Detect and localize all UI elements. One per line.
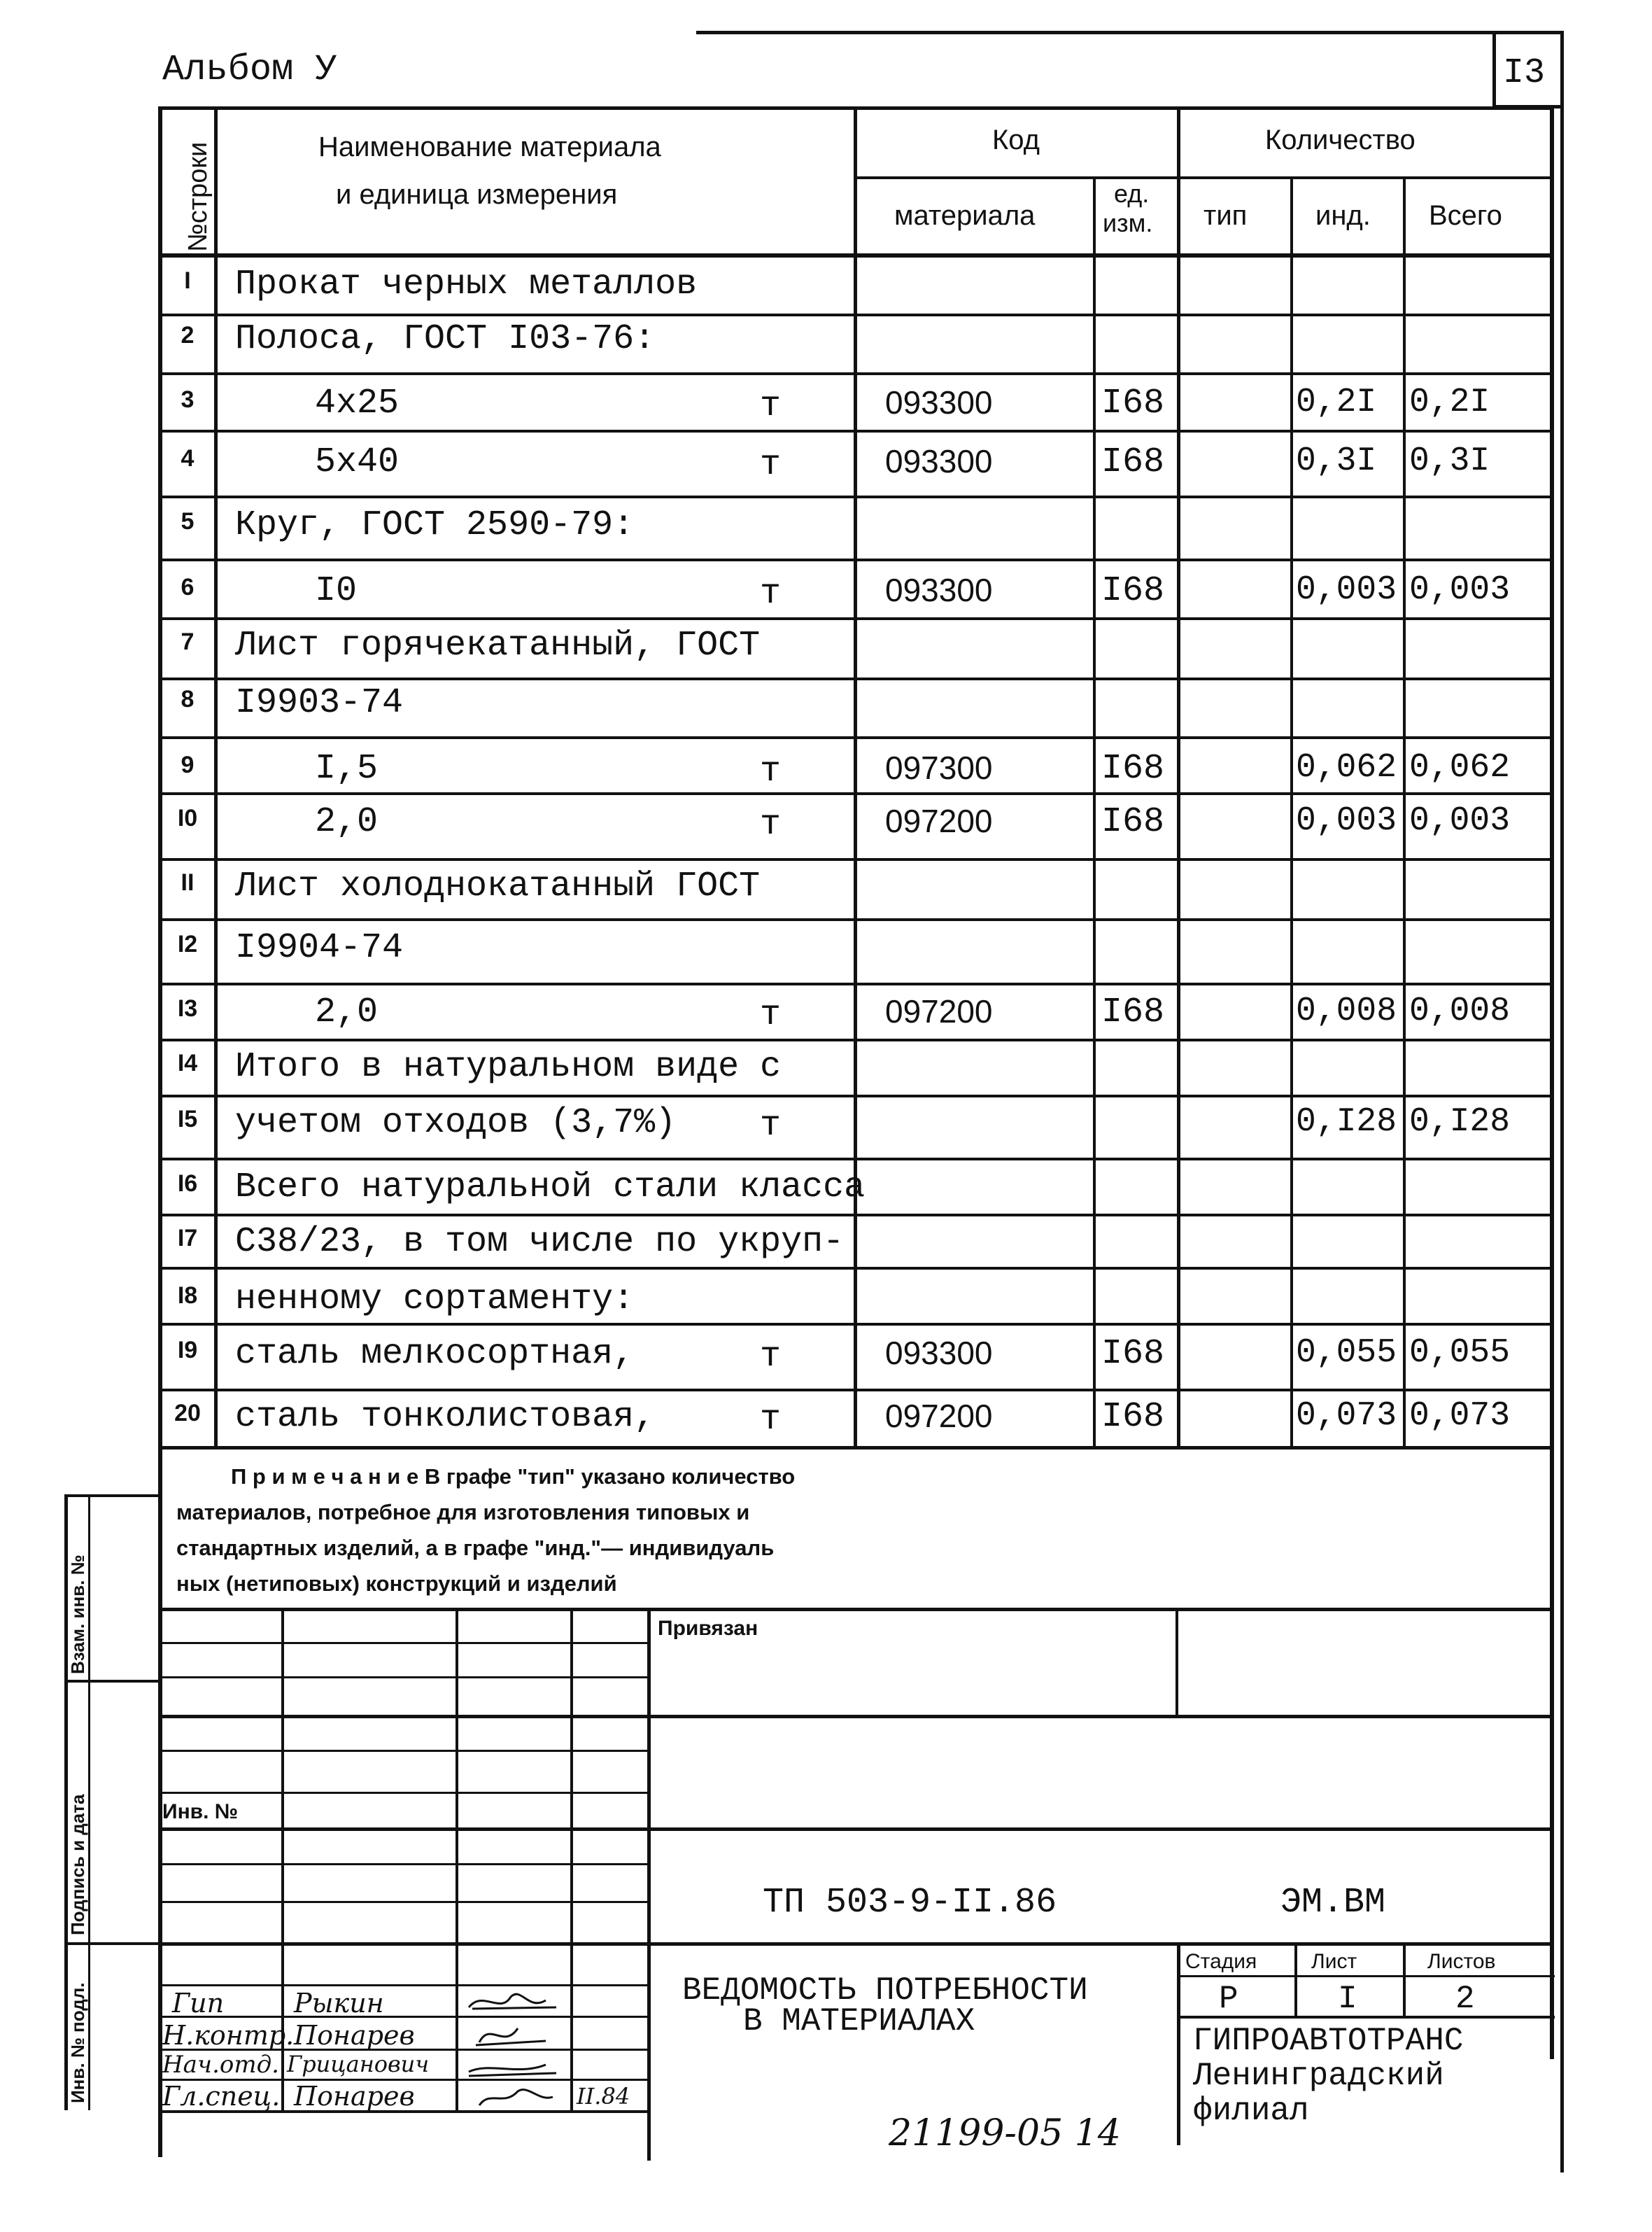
top-rule — [696, 31, 1564, 34]
unit-label: т — [760, 752, 782, 792]
row-separator — [158, 858, 1554, 861]
material-code: 093300 — [885, 1335, 993, 1371]
unit-code: I68 — [1101, 384, 1165, 423]
row-number: I9 — [177, 1337, 198, 1363]
unit-header-line2: изм. — [1103, 209, 1153, 237]
total-header: Всего — [1429, 200, 1502, 231]
name-dept-head: Грицанович — [287, 2051, 430, 2077]
doc-title-line2: В МАТЕРИАЛАХ — [743, 2003, 975, 2040]
privyazan-label: Привязан — [658, 1617, 758, 1640]
row-number: 7 — [181, 629, 195, 655]
qty-individual: 0,I28 — [1296, 1103, 1397, 1141]
row-number: I5 — [177, 1106, 198, 1132]
note-line3: стандартных изделий, а в графе "инд."— индивидуаль — [176, 1536, 775, 1560]
sheet-label: Лист — [1311, 1950, 1357, 1973]
row-number: I0 — [177, 805, 198, 831]
row-number: 5 — [181, 508, 195, 535]
material-name: учетом отходов (3,7%) — [235, 1103, 677, 1143]
material-name: 4x25 — [315, 384, 400, 423]
material-name: Полоса, ГОСТ I03-76: — [235, 319, 656, 359]
material-name: сталь тонколистовая, — [235, 1397, 656, 1437]
doc-code: ТП 503-9-II.86 — [763, 1883, 1057, 1923]
unit-code: I68 — [1101, 749, 1165, 789]
row-number: I4 — [177, 1050, 198, 1076]
name-chief-specialist: Понарев — [294, 2081, 415, 2112]
sign-date: II.84 — [577, 2083, 630, 2110]
role-gip: Гип — [172, 1988, 225, 2019]
row-number: 8 — [181, 686, 195, 713]
row-number: I6 — [177, 1170, 198, 1197]
side-label-signature: Подпись и дата — [67, 1794, 88, 1935]
unit-code: I68 — [1101, 442, 1165, 482]
material-name: Итого в натуральном виде с — [235, 1047, 782, 1087]
unit-label: т — [760, 445, 782, 485]
row-number: I — [184, 267, 191, 294]
row-number: 6 — [181, 574, 195, 601]
qty-total: 0,055 — [1409, 1334, 1511, 1372]
row-number: 9 — [181, 752, 195, 778]
unit-label: т — [760, 1400, 782, 1440]
row-separator — [158, 314, 1554, 316]
name-gip: Рыкин — [294, 1988, 384, 2019]
row-separator — [158, 1039, 1554, 1041]
row-number: 4 — [181, 445, 195, 472]
material-code: 093300 — [885, 384, 993, 421]
right-frame-edge — [1560, 31, 1564, 2173]
qty-total: 0,3I — [1409, 442, 1490, 480]
material-name: Всего натуральной стали класса — [235, 1167, 866, 1207]
name-header-line2: и единица измерения — [336, 179, 618, 210]
unit-code: I68 — [1101, 571, 1165, 611]
material-name: Круг, ГОСТ 2590-79: — [235, 505, 635, 545]
material-name: I9904-74 — [235, 928, 404, 968]
material-name: I,5 — [315, 749, 379, 789]
type-header: тип — [1203, 200, 1248, 231]
signatures — [462, 1986, 567, 2111]
qty-individual: 0,055 — [1296, 1334, 1397, 1372]
material-name: 2,0 — [315, 802, 379, 842]
qty-total: 0,008 — [1409, 992, 1511, 1030]
material-name: Лист горячекатанный, ГОСТ — [235, 626, 761, 666]
row-number-header: №строки — [183, 141, 213, 252]
sheet-value: I — [1338, 1981, 1357, 2017]
material-name: ненному сортаменту: — [235, 1279, 635, 1319]
row-separator — [158, 1323, 1554, 1326]
row-separator — [158, 918, 1554, 921]
inv-no-label: Инв. № — [162, 1800, 239, 1823]
unit-label: т — [760, 386, 782, 426]
album-title: Альбом У — [162, 49, 337, 90]
material-code: 097300 — [885, 750, 993, 786]
row-separator — [158, 1389, 1554, 1391]
material-code: 097200 — [885, 803, 993, 839]
row-separator — [158, 736, 1554, 739]
name-header-line1: Наименование материала — [318, 132, 661, 162]
material-name: Прокат черных металлов — [235, 265, 698, 304]
qty-individual: 0,2I — [1296, 384, 1377, 421]
qty-individual: 0,062 — [1296, 749, 1397, 787]
row-separator — [158, 678, 1554, 680]
role-norm-control: Н.контр. — [162, 2020, 295, 2051]
doc-title-line1: ВЕДОМОСТЬ ПОТРЕБНОСТИ — [682, 1972, 1088, 2009]
qty-total: 0,003 — [1409, 802, 1511, 840]
unit-code: I68 — [1101, 1334, 1165, 1374]
material-name: Лист холоднокатанный ГОСТ — [235, 866, 761, 906]
row-number: I8 — [177, 1282, 198, 1309]
row-number: 3 — [181, 386, 195, 413]
doc-mark: ЭМ.ВМ — [1280, 1883, 1386, 1923]
material-name: I0 — [315, 571, 358, 611]
ind-header: инд. — [1315, 200, 1371, 231]
unit-code: I68 — [1101, 802, 1165, 842]
material-code: 093300 — [885, 443, 993, 479]
qty-individual: 0,073 — [1296, 1397, 1397, 1435]
qty-total: 0,003 — [1409, 571, 1511, 609]
sheets-value: 2 — [1455, 1981, 1475, 2017]
row-separator — [158, 1095, 1554, 1097]
unit-header-line1: ед. — [1114, 179, 1150, 208]
row-separator — [158, 983, 1554, 985]
qty-individual: 0,003 — [1296, 802, 1397, 840]
row-separator — [158, 792, 1554, 795]
name-norm-control: Понарев — [294, 2020, 415, 2051]
unit-code: I68 — [1101, 1397, 1165, 1437]
qty-total: 0,2I — [1409, 384, 1490, 421]
row-separator — [158, 617, 1554, 620]
unit-label: т — [760, 574, 782, 614]
page-number: I3 — [1503, 53, 1546, 93]
row-number: 2 — [181, 322, 195, 349]
row-separator — [158, 430, 1554, 433]
row-number: I3 — [177, 995, 198, 1022]
side-label-replacement: Взам. инв. № — [67, 1554, 88, 1674]
page-number-divider — [1492, 31, 1496, 108]
org-line3: филиал — [1193, 2093, 1309, 2129]
row-separator — [158, 1214, 1554, 1216]
stage-label: Стадия — [1185, 1950, 1257, 1973]
qty-individual: 0,008 — [1296, 992, 1397, 1030]
unit-code: I68 — [1101, 992, 1165, 1032]
qty-total: 0,I28 — [1409, 1103, 1511, 1141]
unit-label: т — [760, 1106, 782, 1146]
note-line2: материалов, потребное для изготовления типовых и — [176, 1500, 750, 1524]
side-label-inventory: Инв. № подл. — [67, 1982, 88, 2103]
material-name: I9903-74 — [235, 683, 404, 723]
code-header: Код — [992, 125, 1040, 155]
qty-total: 0,073 — [1409, 1397, 1511, 1435]
role-dept-head: Нач.отд. — [162, 2051, 279, 2079]
row-number: I2 — [177, 931, 198, 957]
row-number: I7 — [177, 1225, 198, 1251]
qty-individual: 0,3I — [1296, 442, 1377, 480]
archive-number: 21199-05 14 — [889, 2112, 1121, 2154]
note-line1: П р и м е ч а н и е В графе "тип" указано количество — [231, 1464, 796, 1489]
material-name: сталь мелкосортная, — [235, 1334, 635, 1374]
stage-value: Р — [1219, 1981, 1238, 2017]
row-separator — [158, 559, 1554, 561]
org-line1: ГИПРОАВТОТРАНС — [1193, 2023, 1464, 2059]
material-code: 097200 — [885, 993, 993, 1030]
unit-label: т — [760, 1337, 782, 1377]
unit-label: т — [760, 805, 782, 845]
row-separator — [158, 1158, 1554, 1160]
row-separator — [158, 496, 1554, 498]
row-number: 20 — [174, 1400, 201, 1426]
material-code: 097200 — [885, 1398, 993, 1434]
row-number: II — [181, 869, 195, 896]
unit-label: т — [760, 995, 782, 1035]
quantity-header: Количество — [1265, 125, 1416, 155]
sheets-label: Листов — [1427, 1950, 1496, 1973]
note-line4: ных (нетиповых) конструкций и изделий — [176, 1571, 617, 1596]
role-chief-specialist: Гл.спец. — [162, 2081, 281, 2112]
material-name: 5x40 — [315, 442, 400, 482]
org-line2: Ленинградский — [1193, 2058, 1444, 2094]
material-code: 093300 — [885, 572, 993, 608]
qty-total: 0,062 — [1409, 749, 1511, 787]
material-name: С38/23, в том числе по укруп- — [235, 1222, 845, 1262]
row-separator — [158, 1267, 1554, 1270]
material-code-header: материала — [894, 200, 1036, 231]
row-separator — [158, 372, 1554, 375]
qty-individual: 0,003 — [1296, 571, 1397, 609]
material-name: 2,0 — [315, 992, 379, 1032]
